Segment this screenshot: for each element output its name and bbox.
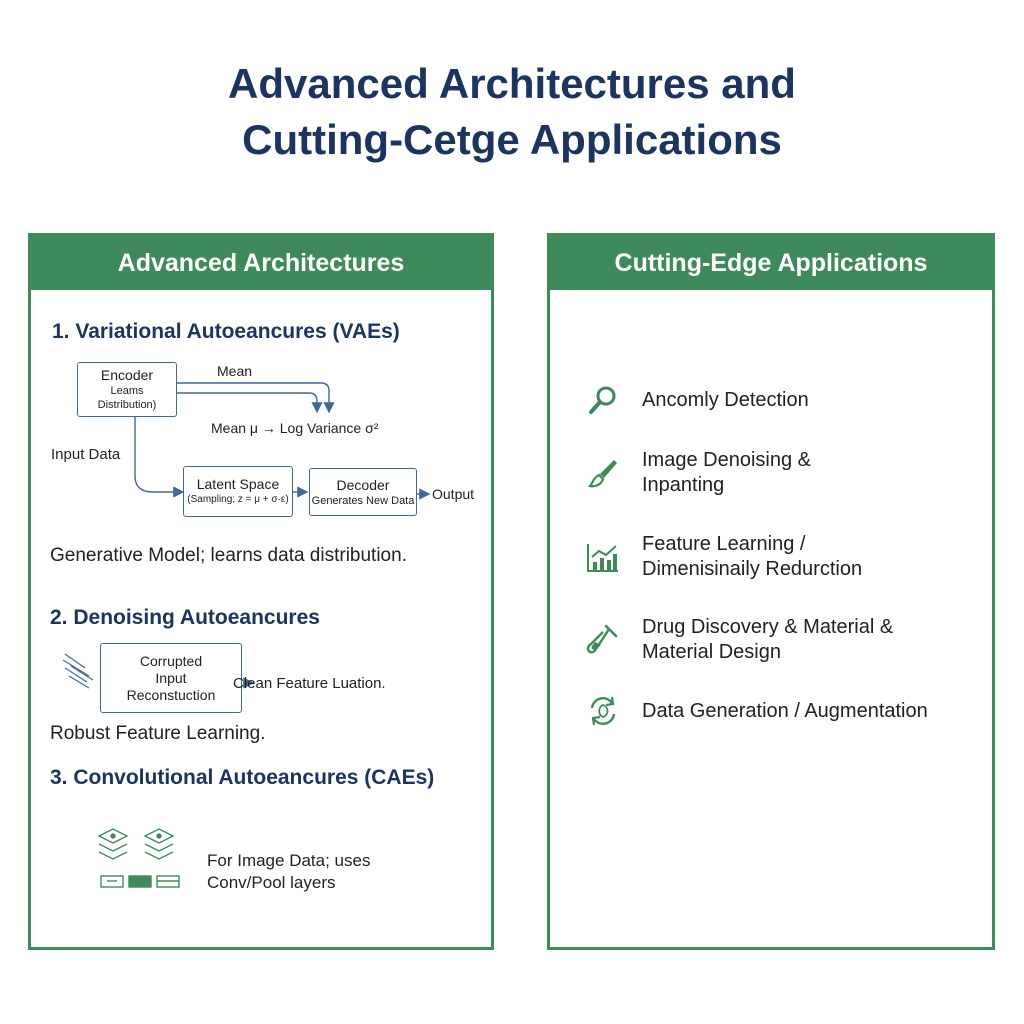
cae-description xyxy=(207,850,370,894)
app-item-anomaly-detection xyxy=(586,383,809,417)
cae-description-line-2: Conv/Pool layers xyxy=(207,873,336,892)
app-label xyxy=(642,448,811,498)
app-item-image-denoising xyxy=(586,448,811,498)
input-data-label: Input Data xyxy=(51,446,121,463)
panel-header-architectures: Advanced Architectures xyxy=(31,236,491,290)
title-line-2: Cutting-Cetge Applications xyxy=(242,116,782,163)
app-label-line-1: Drug Discovery & Material & xyxy=(642,616,894,638)
app-label-line-1: Data Generation / Augmentation xyxy=(642,699,928,722)
decoder-sub-label: Generates New Data xyxy=(311,494,415,507)
magnifier-icon xyxy=(586,383,620,417)
cutting-edge-applications-panel xyxy=(547,233,995,950)
corrupted-label: Corrupted xyxy=(139,652,203,669)
app-item-drug-discovery xyxy=(586,615,893,665)
denoising-description: Robust Feature Learning. xyxy=(50,723,266,744)
latent-sampling-label: (Sampling; z = μ + σ·ε) xyxy=(187,494,289,505)
app-label-line-2: Dimenisinaily Redurction xyxy=(642,558,863,580)
encoder-to-logvar-connector xyxy=(177,393,317,412)
noise-lines-icon xyxy=(63,654,93,688)
vae-section-title: 1. Variational Autoeancures (VAEs) xyxy=(52,320,400,343)
app-label xyxy=(642,699,928,724)
encoder-label: Encoder xyxy=(100,367,154,383)
app-label-line-2: Inpanting xyxy=(642,474,725,496)
cycle-arrows-icon xyxy=(586,694,620,728)
input-label: Input xyxy=(155,669,187,686)
mean-label: Mean xyxy=(217,363,253,379)
conv-layers-icon xyxy=(93,826,189,894)
app-item-feature-learning xyxy=(586,532,862,582)
mean-logvar-label: Mean μ → Log Variance σ² xyxy=(211,420,379,436)
bar-chart-icon xyxy=(586,540,620,574)
encoder-box xyxy=(77,362,177,417)
denoising-section-title: 2. Denoising Autoeancures xyxy=(50,606,320,629)
encoder-sub-2: Distribution) xyxy=(97,399,157,411)
decoder-label: Decoder xyxy=(336,476,390,493)
vae-description: Generative Model; learns data distribution. xyxy=(50,545,407,566)
brush-icon xyxy=(586,456,620,490)
advanced-architectures-panel xyxy=(28,233,494,950)
encoder-to-mean-connector xyxy=(177,383,329,412)
app-item-data-generation xyxy=(586,694,928,728)
app-label xyxy=(642,388,809,413)
corrupted-input-box xyxy=(100,643,242,713)
encoder-sub-1: Leams xyxy=(110,385,144,397)
cae-description-line-1: For Image Data; uses xyxy=(207,851,371,870)
app-label-line-1: Image Denoising & xyxy=(642,449,811,471)
app-label-line-1: Feature Learning / xyxy=(642,533,806,555)
encoder-to-latent-connector xyxy=(135,417,183,492)
clean-feature-label: Clean Feature Luation. xyxy=(233,675,386,692)
app-label xyxy=(642,532,862,582)
output-label: Output xyxy=(432,486,475,502)
decoder-box xyxy=(309,468,417,516)
panel-header-applications: Cutting-Edge Applications xyxy=(550,236,992,290)
app-label-line-2: Material Design xyxy=(642,641,781,663)
page-title xyxy=(0,56,1024,168)
reconstruction-label: Reconstuction xyxy=(126,686,216,703)
latent-space-box xyxy=(183,466,293,517)
latent-space-label: Latent Space xyxy=(196,476,280,492)
app-label-line-1: Ancomly Detection xyxy=(642,388,809,411)
cae-section-title: 3. Convolutional Autoeancures (CAEs) xyxy=(50,766,435,789)
app-label xyxy=(642,615,893,665)
title-line-1: Advanced Architectures and xyxy=(228,60,796,107)
test-tube-icon xyxy=(586,623,620,657)
